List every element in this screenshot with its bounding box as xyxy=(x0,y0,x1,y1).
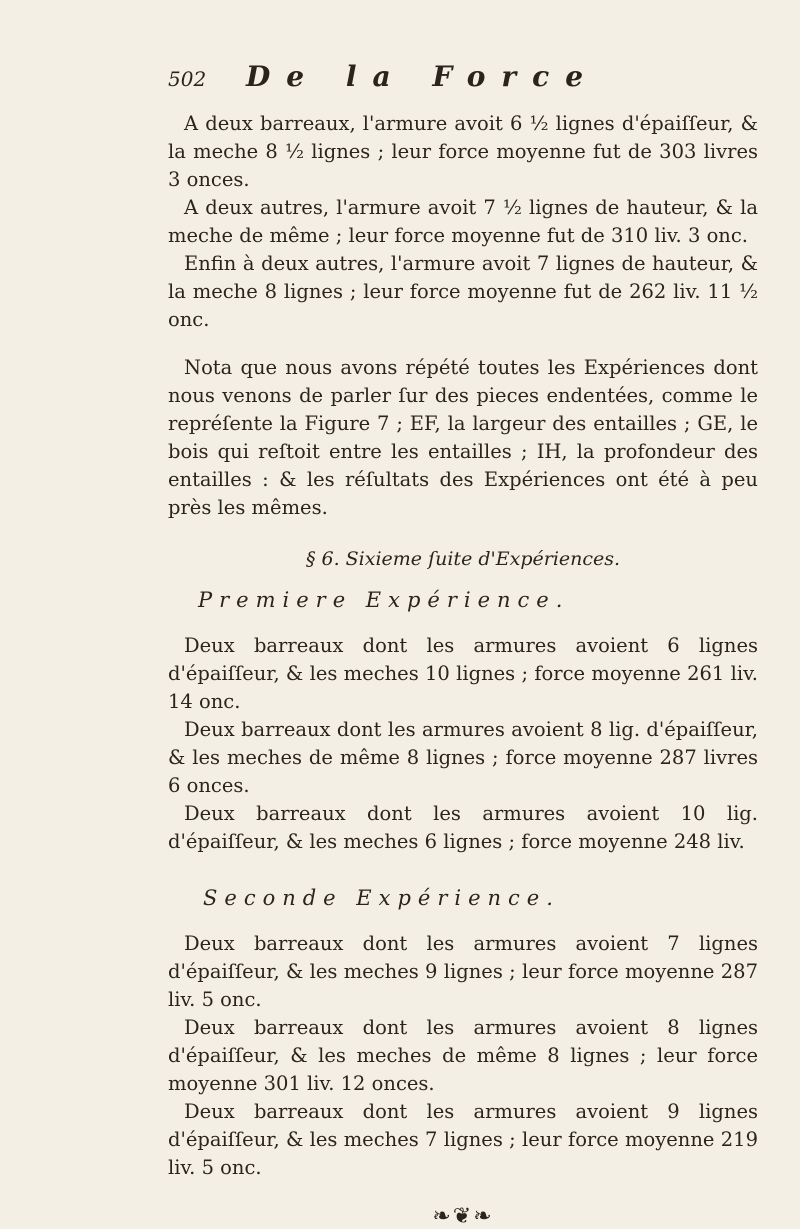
section-title: § 6. Sixieme ſuite d'Expériences. xyxy=(305,548,621,570)
nota-paragraph: Nota que nous avons répété toutes les Expériences dont nous venons de parler ſur des pieces endentées, comme le repréſente la Figure 7 ; EF, la largeur des entailles ; GE, le bois qui reſtoit entre les entailles ; IH, la profondeur des entailles : & les réſultats des Expériences ont été à peu près les mêmes. xyxy=(168,356,758,519)
spacer xyxy=(168,856,758,876)
spacer xyxy=(168,334,758,354)
paragraph: Deux barreaux dont les armures avoient 7 lignes d'épaiſſeur, & les meches 9 lignes ; leur force moyenne 287 liv. 5 onc. xyxy=(168,932,758,1011)
paragraph: Deux barreaux dont les armures avoient 8 lig. d'épaiſſeur, & les meches de même 8 lignes ; force moyenne 287 livres 6 onces. xyxy=(168,718,758,797)
page-header xyxy=(168,60,758,110)
experience-heading-first: Premiere Expérience. xyxy=(198,588,570,612)
running-title: De la Force xyxy=(246,60,600,93)
paragraph: A deux autres, l'armure avoit 7 ½ lignes de hauteur, & la meche de même ; leur force moyenne fut de 310 liv. 3 onc. xyxy=(168,196,758,247)
paragraph: Enfin à deux autres, l'armure avoit 7 lignes de hauteur, & la meche 8 lignes ; leur force moyenne fut de 262 liv. 11 ½ onc. xyxy=(168,252,758,331)
experience-heading-second: Seconde Expérience. xyxy=(203,886,560,910)
page xyxy=(168,60,758,1229)
paragraph: Deux barreaux dont les armures avoient 9 lignes d'épaiſſeur, & les meches 7 lignes ; leur force moyenne 219 liv. 5 onc. xyxy=(168,1100,758,1179)
paragraph: Deux barreaux dont les armures avoient 8 lignes d'épaiſſeur, & les meches de même 8 lignes ; leur force moyenne 301 liv. 12 onces. xyxy=(168,1016,758,1095)
paragraph: Deux barreaux dont les armures avoient 6 lignes d'épaiſſeur, & les meches 10 lignes ; force moyenne 261 liv. 14 onc. xyxy=(168,634,758,713)
ornament-icon: ❧❦❧ xyxy=(432,1204,494,1229)
spacer xyxy=(168,522,758,542)
page-number: 502 xyxy=(168,67,207,91)
paragraph: Deux barreaux dont les armures avoient 10 lig. d'épaiſſeur, & les meches 6 lignes ; force moyenne 248 liv. xyxy=(168,802,758,853)
paragraph: A deux barreaux, l'armure avoit 6 ½ lignes d'épaiſſeur, & la meche 8 ½ lignes ; leur force moyenne fut de 303 livres 3 onces. xyxy=(168,112,758,191)
